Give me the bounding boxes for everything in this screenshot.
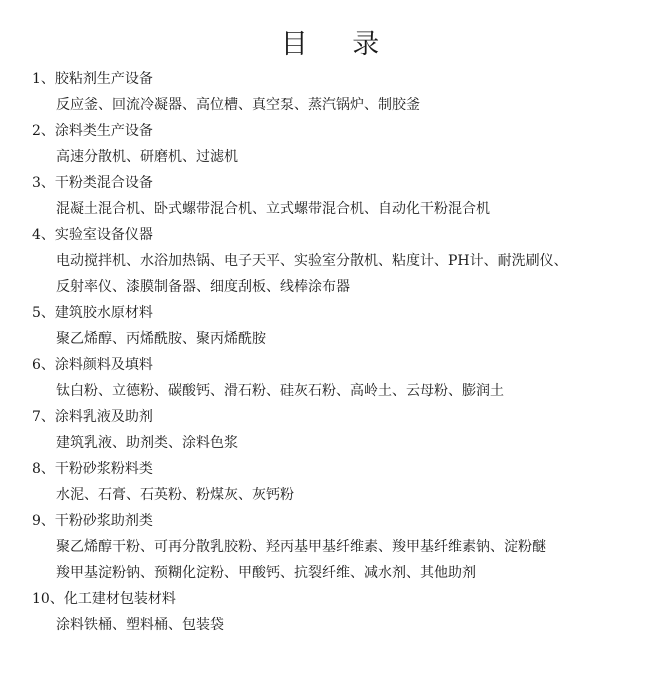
toc-item-list: 混凝土混合机、卧式螺带混合机、立式螺带混合机、自动化干粉混合机 bbox=[56, 201, 490, 217]
toc-section-separator: 、 bbox=[40, 357, 55, 373]
toc-item-list: 高速分散机、研磨机、过滤机 bbox=[56, 149, 238, 165]
toc-section-title: 建筑胶水原材料 bbox=[54, 305, 153, 321]
toc-section-separator: 、 bbox=[40, 409, 55, 425]
toc-section-heading[interactable] bbox=[32, 66, 642, 92]
toc-section-heading[interactable] bbox=[32, 118, 642, 144]
toc-section-separator: 、 bbox=[40, 305, 55, 321]
toc-section-separator: 、 bbox=[40, 123, 55, 139]
toc-section-separator: 、 bbox=[49, 591, 64, 607]
toc-item-list: 涂料铁桶、塑料桶、包装袋 bbox=[56, 617, 224, 633]
toc-section-number: 2 bbox=[32, 123, 41, 139]
toc-section-heading[interactable] bbox=[32, 508, 642, 534]
toc-item-list: 聚乙烯醇、丙烯酰胺、聚丙烯酰胺 bbox=[56, 331, 266, 347]
toc-section-number: 4 bbox=[32, 227, 41, 243]
toc-section-separator: 、 bbox=[40, 175, 55, 191]
toc-section-title: 干粉砂浆粉料类 bbox=[54, 461, 153, 477]
toc-section-title: 涂料乳液及助剂 bbox=[54, 409, 153, 425]
table-of-contents bbox=[32, 66, 642, 638]
page-title: 目 录 bbox=[280, 29, 398, 60]
toc-section-number: 5 bbox=[32, 305, 41, 321]
toc-item-list: 反射率仪、漆膜制备器、细度刮板、线棒涂布器 bbox=[56, 279, 350, 295]
toc-section-separator: 、 bbox=[40, 71, 55, 87]
toc-section-heading[interactable] bbox=[32, 456, 642, 482]
toc-item-list: 电动搅拌机、水浴加热锅、电子天平、实验室分散机、粘度计、PH计、耐洗刷仪、 bbox=[56, 253, 568, 269]
toc-section-separator: 、 bbox=[40, 461, 55, 477]
toc-section-title: 干粉类混合设备 bbox=[54, 175, 153, 191]
toc-section-number: 7 bbox=[32, 409, 41, 425]
toc-section-number: 6 bbox=[32, 357, 41, 373]
toc-section-number: 10 bbox=[32, 591, 50, 607]
toc-section-number: 8 bbox=[32, 461, 41, 477]
toc-section-number: 3 bbox=[32, 175, 41, 191]
toc-section-number: 9 bbox=[32, 513, 41, 529]
toc-section-heading[interactable] bbox=[32, 170, 642, 196]
toc-section-title: 实验室设备仪器 bbox=[54, 227, 153, 243]
toc-section-title: 化工建材包装材料 bbox=[63, 591, 176, 607]
toc-section-heading[interactable] bbox=[32, 300, 642, 326]
toc-item-list: 反应釜、回流冷凝器、高位槽、真空泵、蒸汽锅炉、制胶釜 bbox=[56, 97, 420, 113]
toc-section-title: 胶粘剂生产设备 bbox=[54, 71, 153, 87]
toc-section-separator: 、 bbox=[40, 227, 55, 243]
toc-section-heading[interactable] bbox=[32, 586, 642, 612]
toc-section-heading[interactable] bbox=[32, 352, 642, 378]
toc-section-heading[interactable] bbox=[32, 222, 642, 248]
toc-item-list: 水泥、石膏、石英粉、粉煤灰、灰钙粉 bbox=[56, 487, 294, 503]
toc-section-heading[interactable] bbox=[32, 404, 642, 430]
toc-section-separator: 、 bbox=[40, 513, 55, 529]
toc-section-title: 涂料颜料及填料 bbox=[54, 357, 153, 373]
toc-item-list: 钛白粉、立德粉、碳酸钙、滑石粉、硅灰石粉、高岭土、云母粉、膨润土 bbox=[56, 383, 504, 399]
toc-item-list: 建筑乳液、助剂类、涂料色浆 bbox=[56, 435, 238, 451]
toc-section-title: 涂料类生产设备 bbox=[54, 123, 153, 139]
toc-section-title: 干粉砂浆助剂类 bbox=[54, 513, 153, 529]
toc-item-list: 聚乙烯醇干粉、可再分散乳胶粉、羟丙基甲基纤维素、羧甲基纤维素钠、淀粉醚 bbox=[56, 539, 546, 555]
toc-section-number: 1 bbox=[32, 71, 41, 87]
toc-item-list: 羧甲基淀粉钠、预糊化淀粉、甲酸钙、抗裂纤维、减水剂、其他助剂 bbox=[56, 565, 476, 581]
